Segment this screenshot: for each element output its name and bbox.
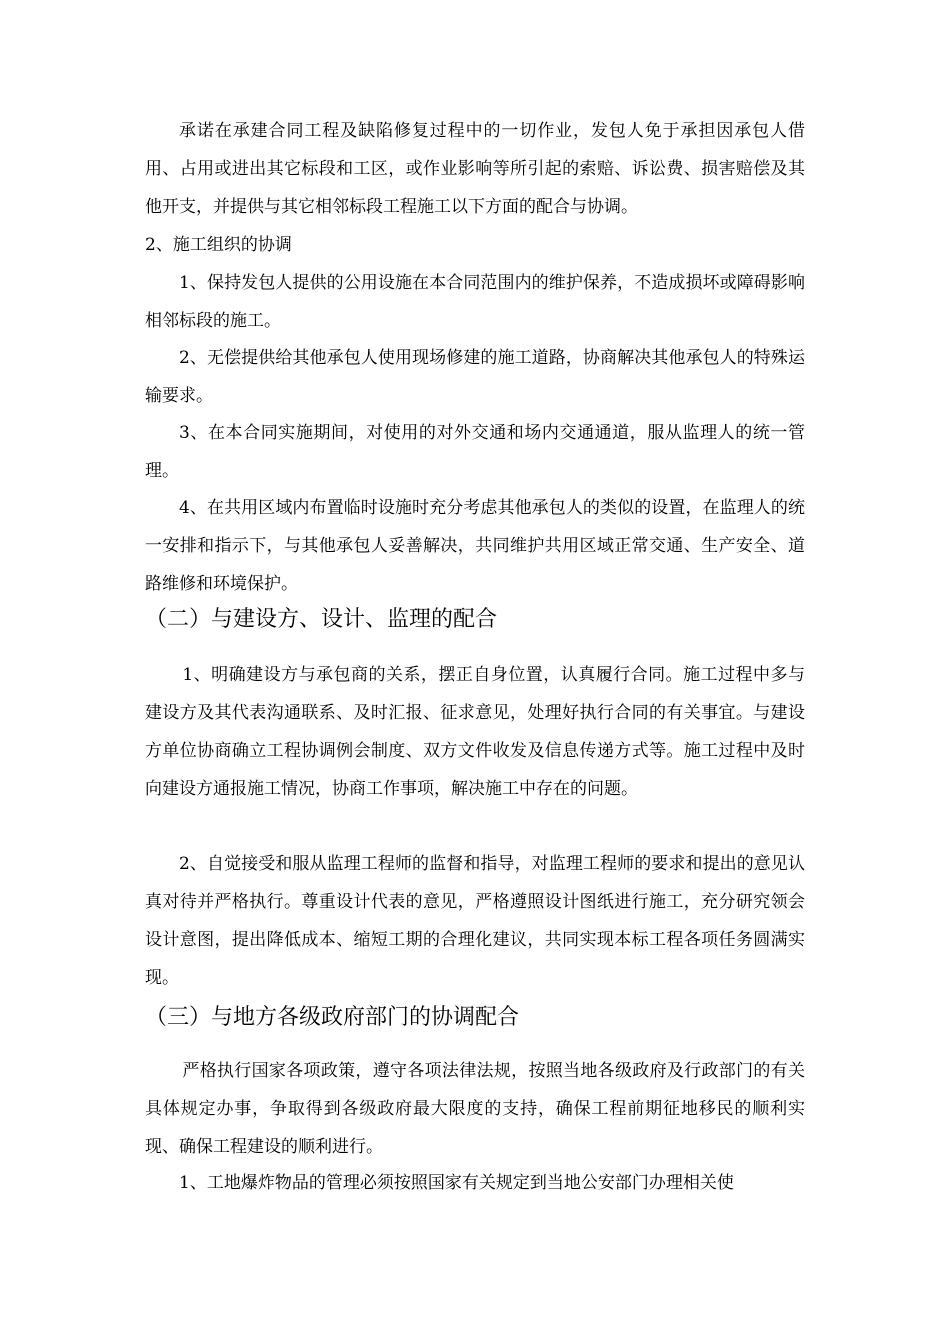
paragraph-org-2 <box>145 339 805 415</box>
paragraph-text: 1、保持发包人提供的公用设施在本合同范围内的维护保养，不造成损坏或障碍影响相邻标段的施工。 <box>145 273 805 331</box>
heading-text: （二）与建设方、设计、监理的配合 <box>145 607 498 632</box>
paragraph-org-1 <box>145 264 805 340</box>
paragraph-text: 承诺在承建合同工程及缺陷修复过程中的一切作业，发包人免于承担因承包人借用、占用或进出其它标段和工区，或作业影响等所引起的索赔、诉讼费、损害赔偿及其他开支，并提供与其它相邻标段工程施工以下方面的配合与协调。 <box>145 121 805 217</box>
heading-construction-organization <box>145 226 805 264</box>
paragraph-org-3 <box>145 414 805 490</box>
paragraph-text: 2、无偿提供给其他承包人使用现场修建的施工道路，协商解决其他承包人的特殊运输要求。 <box>145 348 805 406</box>
heading-section-3 <box>145 998 805 1038</box>
heading-text: 2、施工组织的协调 <box>145 235 292 255</box>
paragraph-sec2-2 <box>145 845 805 997</box>
paragraph-indemnity <box>145 112 805 226</box>
paragraph-text: 4、在共用区域内布置临时设施时充分考虑其他承包人的类似的设置，在监理人的统一安排和指示下，与其他承包人妥善解决，共同维护共用区域正常交通、生产安全、道路维修和环境保护。 <box>145 498 805 594</box>
paragraph-text: 1、明确建设方与承包商的关系，摆正自身位置，认真履行合同。施工过程中多与建设方及其代表沟通联系、及时汇报、征求意见，处理好执行合同的有关事宜。与建设方单位协商确立工程协调例会制度、双方文件收发及信息传递方式等。施工过程中及时向建设方通报施工情况，协商工作事项，解决施工中存在的问题。 <box>145 665 805 799</box>
paragraph-sec3-1 <box>145 1164 805 1202</box>
heading-section-2 <box>145 600 805 640</box>
paragraph-text: 1、工地爆炸物品的管理必须按照国家有关规定到当地公安部门办理相关使 <box>179 1173 734 1193</box>
paragraph-text: 3、在本合同实施期间，对使用的对外交通和场内交通通道，服从监理人的统一管理。 <box>145 423 805 481</box>
paragraph-text: 严格执行国家各项政策，遵守各项法律法规，按照当地各级政府及行政部门的有关具体规定办事，争取得到各级政府最大限度的支持，确保工程前期征地移民的顺利实现、确保工程建设的顺利进行。 <box>145 1061 805 1157</box>
paragraph-sec3-intro <box>145 1052 805 1166</box>
paragraph-sec2-1 <box>145 656 805 808</box>
paragraph-text: 2、自觉接受和服从监理工程师的监督和指导，对监理工程师的要求和提出的意见认真对待并严格执行。尊重设计代表的意见，严格遵照设计图纸进行施工，充分研究领会设计意图，提出降低成本、缩短工期的合理化建议，共同实现本标工程各项任务圆满实现。 <box>145 854 805 988</box>
paragraph-org-4 <box>145 489 805 603</box>
heading-text: （三）与地方各级政府部门的协调配合 <box>145 1005 520 1030</box>
